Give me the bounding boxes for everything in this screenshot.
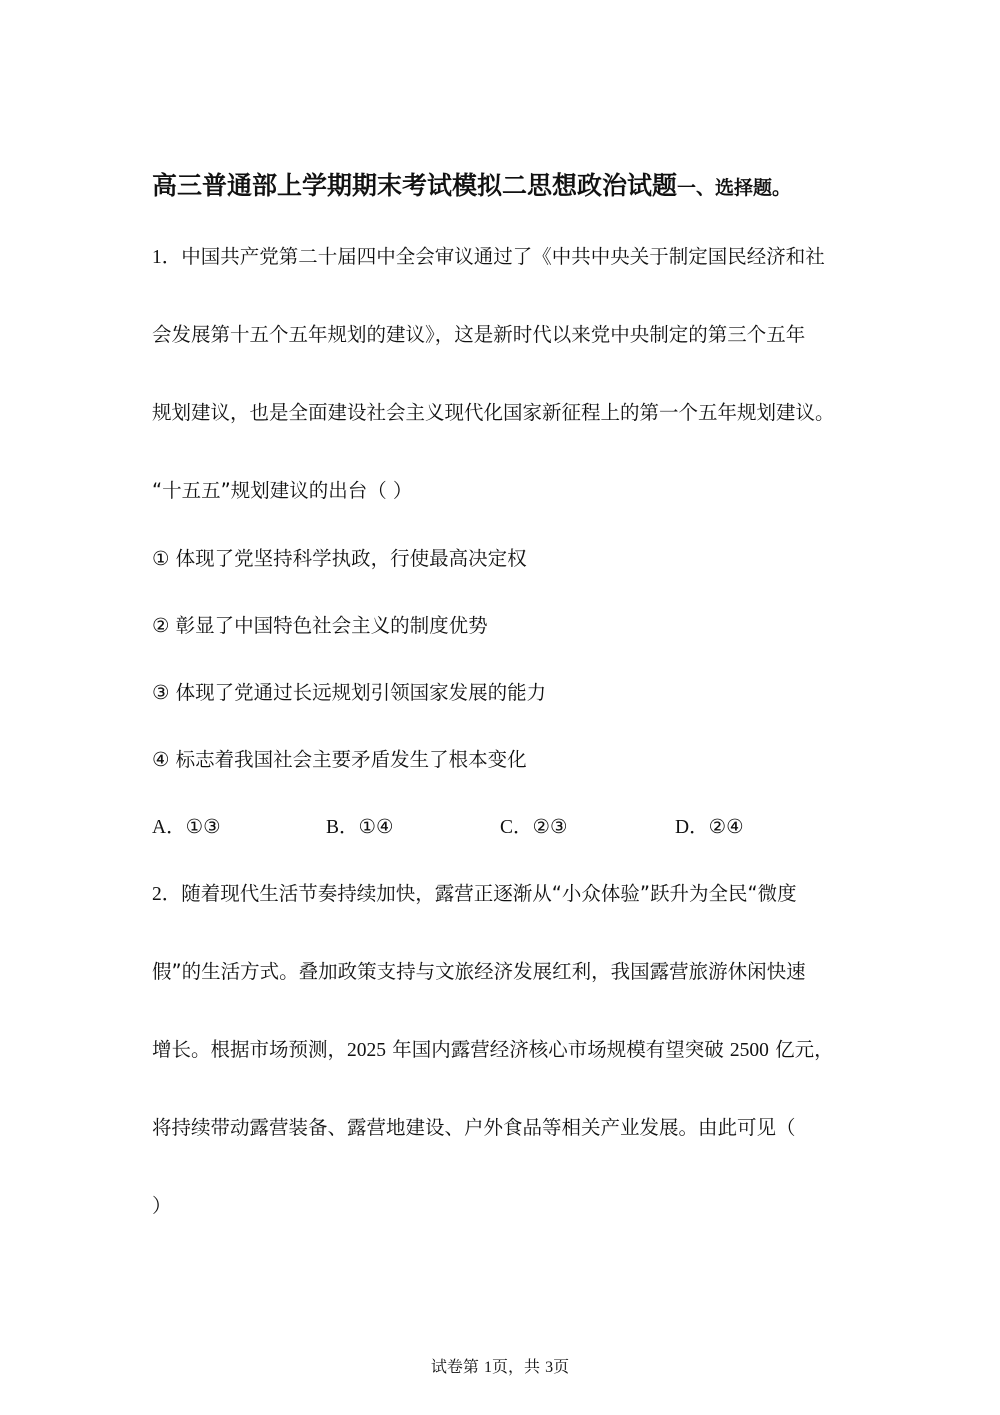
q2-number: 2． [152, 884, 182, 905]
q1-number: 1． [152, 247, 182, 268]
q1-option-a[interactable]: A．①③ [152, 815, 221, 838]
q1-statement-1: ① 体现了党坚持科学执政，行使最高决定权 [152, 547, 527, 570]
q2-line-3: 增长。根据市场预测，2025 年国内露营经济核心市场规模有望突破 2500 亿元， [152, 1038, 834, 1061]
q1-statement-4: ④ 标志着我国社会主要矛盾发生了根本变化 [152, 748, 527, 771]
page-footer: 试卷第 1页，共 3页 [430, 1357, 570, 1376]
q1-line-3: 规划建议，也是全面建设社会主义现代化国家新征程上的第一个五年规划建议。 [152, 401, 835, 424]
q1-line-2: 会发展第十五个五年规划的建议》，这是新时代以来党中央制定的第三个五年 [152, 323, 806, 346]
total-pages: 3 [545, 1359, 554, 1376]
q1-option-b[interactable]: B．①④ [326, 815, 394, 838]
current-page: 1 [483, 1359, 492, 1376]
q1-line-4: “十五五”规划建议的出台（ ） [152, 479, 413, 502]
q1-option-c[interactable]: C．②③ [500, 815, 568, 838]
title-main: 高三普通部上学期期末考试模拟二思想政治试题 [152, 171, 678, 200]
q2-line-5: ） [152, 1194, 172, 1217]
q2-line-4: 将持续带动露营装备、露营地建设、户外食品等相关产业发展。由此可见（ [152, 1116, 796, 1139]
page-title [152, 168, 892, 206]
q1-statement-3: ③ 体现了党通过长远规划引领国家发展的能力 [152, 681, 547, 704]
section-heading: 一、选择题。 [677, 177, 792, 199]
q1-option-d[interactable]: D．②④ [675, 815, 744, 838]
q2-line-2: 假”的生活方式。叠加政策支持与文旅经济发展红利，我国露营旅游休闲快速 [152, 960, 806, 983]
q1-line-1: 1．中国共产党第二十届四中全会审议通过了《中共中央关于制定国民经济和社 [152, 245, 825, 268]
q2-line-1: 2．随着现代生活节奏持续加快，露营正逐渐从“小众体验”跃升为全民“微度 [152, 882, 797, 905]
q1-statement-2: ② 彰显了中国特色社会主义的制度优势 [152, 614, 488, 637]
